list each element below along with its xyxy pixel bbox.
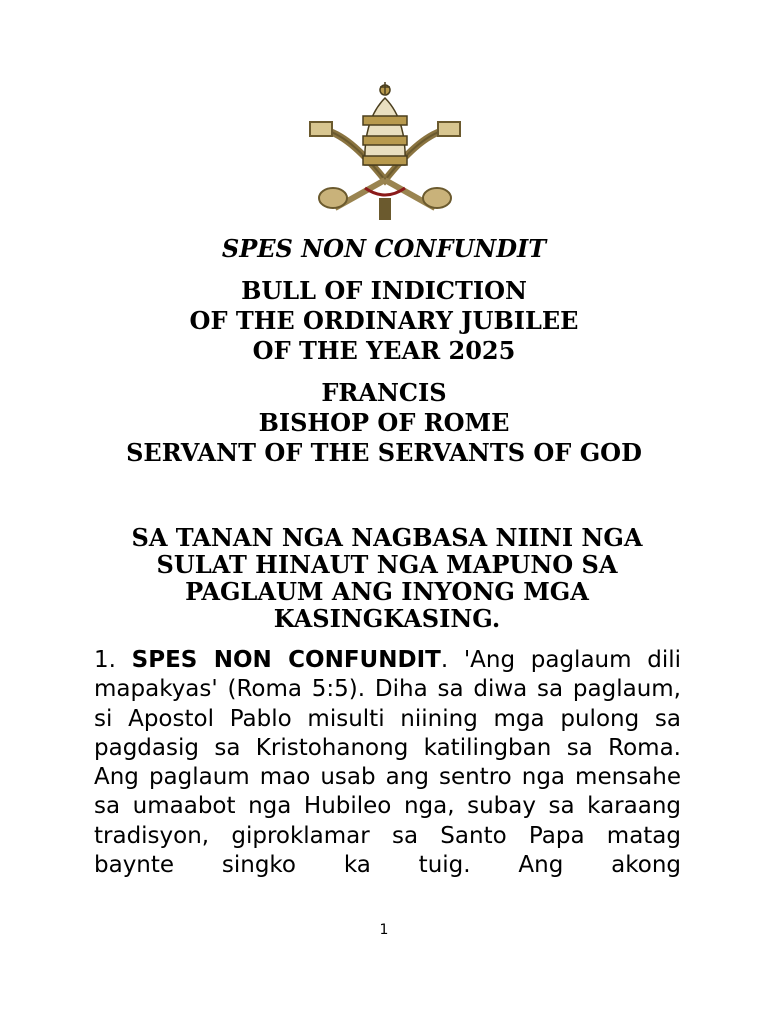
author-block xyxy=(0,378,768,468)
author-line: BISHOP OF ROME xyxy=(258,408,510,437)
greeting-line: PAGLAUM ANG INYONG MGA xyxy=(185,577,589,606)
greeting-line: SULAT HINAUT NGA MAPUNO SA xyxy=(156,550,618,579)
bull-title-line: OF THE YEAR 2025 xyxy=(252,336,516,365)
greeting xyxy=(94,524,680,632)
papal-emblem-icon xyxy=(305,80,465,222)
greeting-line: SA TANAN NGA NAGBASA NIINI NGA xyxy=(131,523,643,552)
paragraph-bold-lead: SPES NON CONFUNDIT xyxy=(131,647,441,673)
author-line: SERVANT OF THE SERVANTS OF GOD xyxy=(126,438,642,467)
paragraph-text: . 'Ang paglaum dili mapakyas' (Roma 5:5). Diha sa diwa sa paglaum, si Apostol Pablo misulti niining mga pulong sa pagdasig sa Kristohanong katilingban sa Roma. Ang paglaum mao usab ang sentro nga mensahe sa umaabot nga Hubileo nga, subay sa karaang tradisyon, giproklamar sa Santo Papa matag baynte singko ka tuig. Ang akong xyxy=(94,647,681,879)
page-number: 1 xyxy=(379,922,389,938)
bull-title-line: OF THE ORDINARY JUBILEE xyxy=(189,306,579,335)
document-latin-title: SPES NON CONFUNDIT xyxy=(221,234,547,263)
greeting-line: KASINGKASING. xyxy=(273,604,501,633)
bull-title xyxy=(0,276,768,366)
author-line: FRANCIS xyxy=(321,378,447,407)
bull-title-line: BULL OF INDICTION xyxy=(241,276,527,305)
paragraph-number: 1. xyxy=(94,647,132,673)
paragraph-1 xyxy=(94,646,681,880)
